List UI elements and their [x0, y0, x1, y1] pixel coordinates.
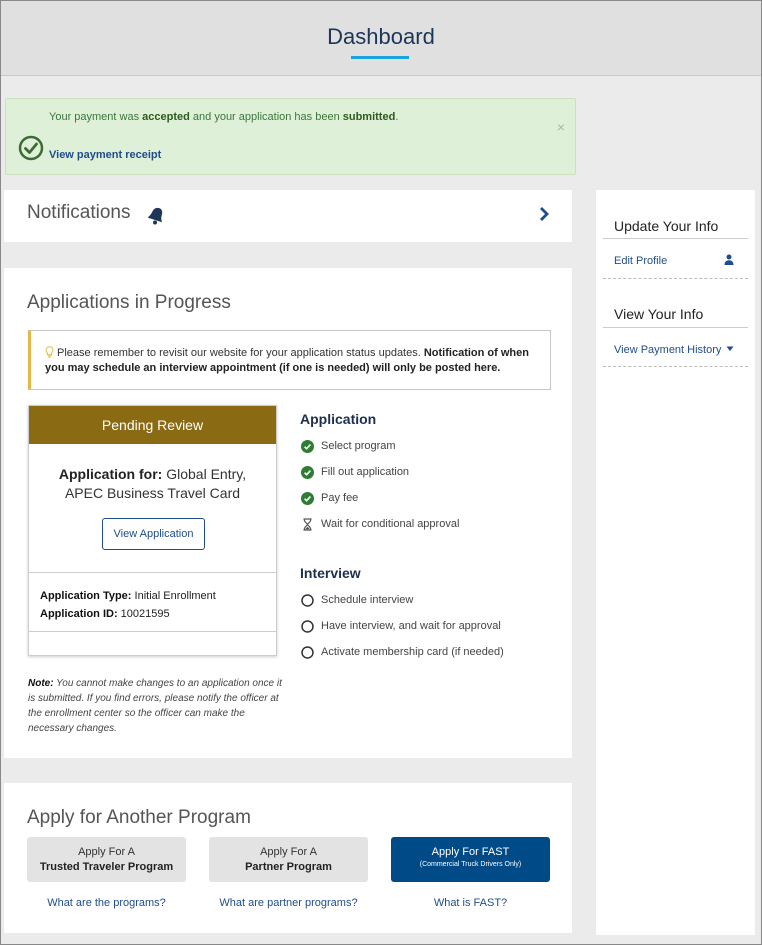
- step-item: Wait for conditional approval: [300, 511, 459, 537]
- application-note: Note: You cannot make changes to an application once it is submitted. If you find errors, please notify the officer at the enrollment center so the officer can make the necessary changes.: [28, 678, 282, 734]
- what-are-programs-link[interactable]: What are the programs?: [47, 897, 166, 909]
- bell-icon: [145, 204, 167, 226]
- reminder-bold-text: Notification of when you may schedule an interview appointment (if one is needed) will only be posted here.: [45, 347, 529, 374]
- close-alert-button[interactable]: ×: [556, 119, 565, 135]
- status-banner: Pending Review: [29, 406, 276, 444]
- application-meta: [40, 587, 216, 623]
- view-payment-receipt-link[interactable]: View payment receipt: [49, 149, 162, 161]
- applications-title: Applications in Progress: [27, 292, 231, 313]
- sidebar-dashed-divider: [603, 278, 748, 279]
- interview-steps: [300, 565, 504, 665]
- sidebar: [596, 190, 755, 935]
- empty-circle-icon: [301, 620, 314, 633]
- lightbulb-icon: [45, 346, 54, 358]
- view-payment-history-link[interactable]: View Payment History: [614, 344, 722, 356]
- application-steps: [300, 411, 459, 537]
- view-application-button[interactable]: View Application: [102, 518, 205, 550]
- user-icon: [724, 254, 734, 265]
- application-card: [28, 405, 277, 656]
- notifications-title: Notifications: [27, 202, 131, 223]
- edit-profile-link[interactable]: Edit Profile: [614, 255, 668, 267]
- view-info-title: View Your Info: [614, 306, 704, 322]
- sidebar-divider: [603, 327, 748, 328]
- apply-fast-button[interactable]: Apply For FAST (Commercial Truck Drivers Only): [391, 837, 550, 882]
- step-item: Schedule interview: [300, 587, 504, 613]
- reminder-text: Please remember to revisit our website for your application status updates.: [57, 347, 424, 359]
- application-steps-title: Application: [300, 411, 377, 427]
- apply-another-program-panel: [4, 783, 572, 933]
- title-underline: [351, 56, 409, 59]
- caret-down-icon[interactable]: [726, 346, 734, 352]
- alert-message: Your payment was accepted and your application has been submitted.: [49, 111, 399, 123]
- empty-circle-icon: [301, 646, 314, 659]
- page-title: Dashboard: [327, 24, 435, 49]
- check-circle-icon: [301, 492, 314, 505]
- sidebar-divider: [603, 238, 748, 239]
- what-is-fast-link[interactable]: What is FAST?: [433, 897, 508, 909]
- step-item: Fill out application: [300, 459, 459, 485]
- payment-success-alert: [5, 98, 576, 175]
- check-circle-icon: [301, 440, 314, 453]
- notifications-panel[interactable]: [4, 190, 572, 242]
- applications-in-progress-panel: [4, 268, 572, 758]
- page-header: [0, 0, 762, 76]
- chevron-right-icon[interactable]: [538, 206, 550, 222]
- apply-partner-program-button[interactable]: Apply For A Partner Program: [209, 837, 368, 882]
- status-reminder-box: [28, 330, 551, 390]
- empty-circle-icon: [301, 594, 314, 607]
- card-divider: [29, 572, 276, 573]
- sidebar-dashed-divider: [603, 366, 748, 367]
- application-type: Application Type: Initial Enrollment: [40, 590, 216, 602]
- interview-steps-title: Interview: [300, 565, 361, 581]
- step-item: Have interview, and wait for approval: [300, 613, 504, 639]
- step-item: Activate membership card (if needed): [300, 639, 504, 665]
- step-item: Select program: [300, 433, 459, 459]
- what-are-partner-programs-link[interactable]: What are partner programs?: [219, 897, 358, 909]
- apply-trusted-traveler-button[interactable]: Apply For A Trusted Traveler Program: [27, 837, 186, 882]
- application-for: Application for: Global Entry, APEC Business Travel Card: [58, 466, 247, 501]
- step-item: Pay fee: [300, 485, 459, 511]
- hourglass-icon: [301, 518, 314, 531]
- update-info-title: Update Your Info: [614, 218, 719, 234]
- success-check-icon: [18, 135, 44, 161]
- check-circle-icon: [301, 466, 314, 479]
- card-divider: [29, 631, 276, 632]
- application-id: Application ID: 10021595: [40, 608, 170, 620]
- apply-title: Apply for Another Program: [27, 807, 251, 828]
